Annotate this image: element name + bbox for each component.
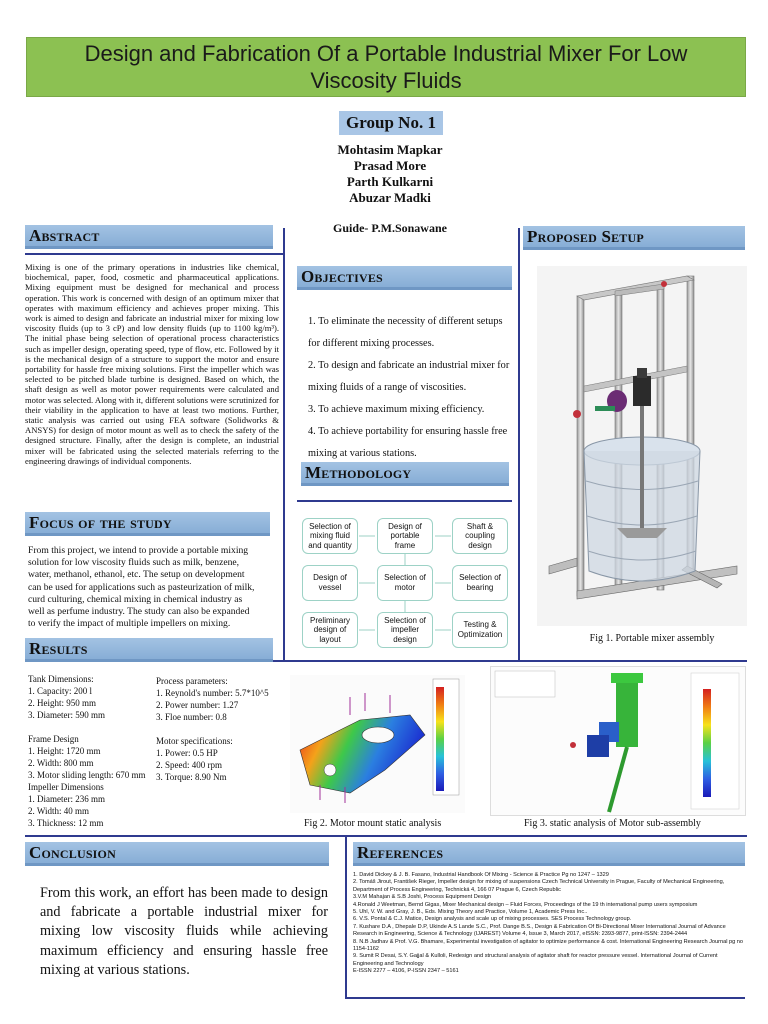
objectives-header [297,266,512,290]
results-item: 2. Speed: 400 rpm [156,760,222,770]
results-item: 1. Diameter: 236 mm [28,794,105,804]
flow-step: Preliminary design of layout [302,612,358,648]
conclusion-text: From this work, an effort has been made to design and fabricate a portable industrial mixer for mixing low viscosity fluids while achieving maximum efficiency and ensuring hassle free mixing at various stations. [40,885,328,978]
references-header [353,842,745,866]
results-item: 2. Width: 800 mm [28,758,94,768]
reference-item: E-ISSN 2277 – 4106, P-ISSN 2347 – 5161 [353,968,459,975]
flow-step: Design of vessel [302,565,358,601]
author-list [300,142,480,206]
objective-item: 2. To design and fabricate an industrial mixer for mixing fluids of a range of viscosities. [308,360,510,393]
results-item: 2. Width: 40 mm [28,806,89,816]
results-item: 3. Thickness: 12 mm [28,818,104,828]
conclusion-header [25,842,329,866]
focus-heading: Focus of the study [29,512,172,532]
group-label: Group No. 1 [346,113,436,132]
reference-item: 8. N.B Jadhav & Prof. V.G. Bhamare, Experimental investigation of agitator to optimize performance & cost. International Engineering Research Journal pg no 1154-1162 [353,938,744,953]
spacer [28,721,158,733]
results-item: 1. Height: 1720 mm [28,746,101,756]
divider-line [518,228,520,660]
divider-line [297,500,512,502]
abstract-header [25,225,273,249]
divider-line [25,253,283,255]
results-item: 2. Power number: 1.27 [156,700,239,710]
flow-step: Selection of motor [377,565,433,601]
reference-item: 5. Uhl, V. W. and Gray, J. B., Eds. Mixing Theory and Practice, Volume 1, Academic Press Inc.. [353,909,588,916]
objective-item: 1. To eliminate the necessity of different setups for different mixing processes. [308,316,503,349]
results-left-column [28,673,158,829]
reference-item: 4.Ronald J Weetman, Bernd Gigas, Mixer Mechanical design – Fluid Forces, Proceedings of the 19 th international pump users symposium [353,901,698,908]
reference-item: 6. V.S. Pontal & C.J. Matice, Design analysis and scale up of mixing processes. SES Process Technology group. [353,916,632,923]
proposed-setup-heading: Proposed Setup [527,226,644,246]
results-header [25,638,273,662]
results-item: 1. Reynold's number: 5.7*10^5 [156,688,269,698]
reference-item: 2. Tomáš Jirout, František Rieger, Impeller design for mixing of suspensions Czech Technical University in Prague, Faculty of Mechanical Engineering, Department of Process Engineering, Technická 4, 166 07 Prague 6, Czech Republic [353,879,725,893]
results-item: 3. Motor sliding length: 670 mm [28,770,146,780]
reference-item: 3.V.M Mahajan & S.B Joshi, Process Equipment Design [353,894,492,901]
methodology-heading: Methodology [305,462,412,482]
divider-line [283,228,285,660]
fig2-caption: Fig 2. Motor mount static analysis [304,818,442,829]
results-item: 2. Height: 950 mm [28,698,96,708]
reference-item: 7. Kushare D.A , Dhepale D.P, Ukinde A.S Lande S.C., Prof. Dange B.S., Design & Fabrication Of Bi-Directional Mixer International Journal of Advance Research in Engineering, Science & Technology (IJAREST) Volume 4, Issue 3, March 2017, eISSN: 2393-9877, print-ISSN: 2394-2444 [353,923,726,938]
methodology-header [301,462,509,486]
results-item: 3. Floe number: 0.8 [156,712,227,722]
objective-item: 3. To achieve maximum mixing efficiency. [308,404,485,415]
mixer-assembly-image [537,266,747,626]
stress-legend-colorbar [703,689,711,797]
results-subtitle: Motor specifications: [156,736,233,746]
references-heading: References [357,842,444,862]
flow-step: Shaft & coupling design [452,518,508,554]
focus-text: From this project, we intend to provide a portable mixing solution for low viscosity fluids such as milk, benzene, water, methanol, ethanol, etc. The setup on development can be used for applications such as pasteurization of milk, curd culturing, chemical mixing in chemical industry as well as perfume industry. The study can also be expanded to verify the impact of multiple impellers on mixing. [28,545,255,630]
group-label-box [339,111,443,135]
motor-subassembly-analysis-image [490,666,746,816]
results-subtitle: Tank Dimensions: [28,674,94,684]
reference-item: 9. Sumit R Desai, S.Y. Gajjal & Kulloli, Redesign and structural analysis of agitator shaft for reactor pressure vessel. International Journal of Current Engineering and Technology [353,953,718,967]
fig3-caption: Fig 3. static analysis of Motor sub-assembly [524,818,701,829]
flow-step: Selection of mixing fluid and quantity [302,518,358,554]
objectives-list [308,311,513,465]
flow-step: Selection of impeller design [377,612,433,648]
divider-line [345,997,745,999]
results-subtitle: Impeller Dimensions [28,782,104,792]
flow-step: Testing & Optimization [452,612,508,648]
guide-name: Guide- P.M.Sonawane [333,221,447,235]
divider-line [25,835,747,837]
author-name: Prasad More [353,158,427,173]
results-item: 3. Diameter: 590 mm [28,710,105,720]
objectives-heading: Objectives [301,266,383,286]
author-name: Mohtasim Mapkar [337,142,443,157]
fig1-caption: Fig 1. Portable mixer assembly [589,633,715,644]
references-list [353,872,745,976]
author-name: Abuzar Madki [349,190,431,205]
focus-header [25,512,270,536]
poster-title: Design and Fabrication Of a Portable Industrial Mixer For Low Viscosity Fluids [84,41,688,93]
stress-legend-colorbar [436,687,444,791]
results-item: 1. Power: 0.5 HP [156,748,218,758]
results-heading: Results [29,638,88,658]
results-subtitle: Frame Design [28,734,79,744]
spacer [156,723,286,735]
results-item: 3. Torque: 8.90 Nm [156,772,227,782]
methodology-flowchart [299,512,511,650]
poster-title-bar [26,37,746,97]
author-name: Parth Kulkarni [346,174,434,189]
flow-step: Design of portable frame [377,518,433,554]
motor-mount-analysis-image [290,675,465,813]
reference-item: 1. David Dickey & J. B. Fasano, Industrial Handbook Of Mixing - Science & Practice Pg no 1247 – 1329 [353,872,609,878]
flow-step: Selection of bearing [452,565,508,601]
conclusion-heading: Conclusion [29,842,116,862]
results-right-column [156,675,286,783]
objective-item: 4. To achieve portability for ensuring hassle free mixing at various stations. [308,426,508,459]
abstract-text: Mixing is one of the primary operations in industries like chemical, biochemical, paper, food, cosmetic and pharmaceutical applications. Mixing equipment must be designed for mechanical and process operation. This work is concerned with design of an optimum mixer that operates with maximum efficiency and achieves proper mixing. This work is aimed to design and fabricate an industrial mixer for mixing low viscosity fluids (up to 3 cP) and low density fluids (up to 1100 kg/m³). The initial phase being selection of operational process characteristics such as impeller design, operating speed, type of flow, etc. Followed by it is the mechanical design of a structure to support the motor and ensure portability for hassle free mixing solutions. First the impeller which was selected to be pitched blade turbine is designed. Based on which, the shaft design as well as motor power requirements were calculated and motor was selected. Along with it, different solutions were scrutinized for their viability in the application to have at least two motions. Further, static analysis was carried out using FEA software (Solidworks & ANSYS) for design of motor mount as well as to check the safety of the designed structure. Finally, after the design is complete, an industrial mixer will be fabricated using the selected materials referring to the engineering drawings of individual components. [25,262,279,466]
mixer-assembly-drawing [537,266,747,626]
divider-line [345,837,347,997]
proposed-setup-header [523,226,745,250]
results-item: 1. Capacity: 200 l [28,686,92,696]
abstract-heading: Abstract [29,225,100,245]
results-subtitle: Process parameters: [156,676,228,686]
